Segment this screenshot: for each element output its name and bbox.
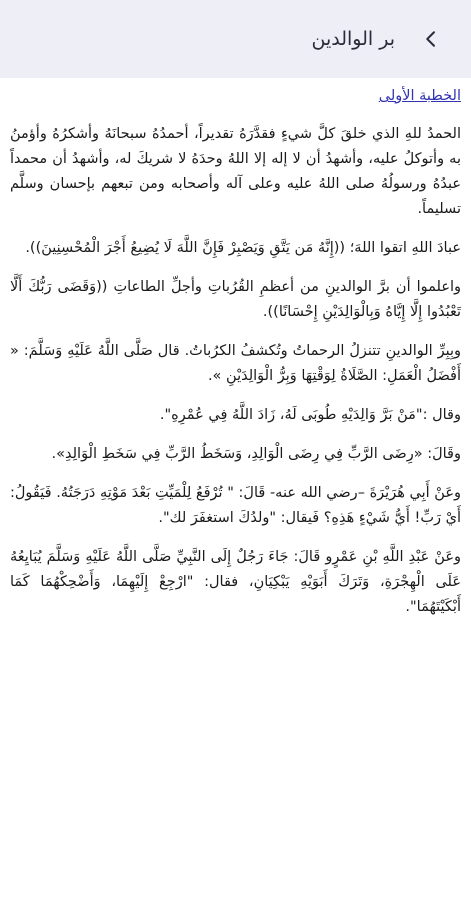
app-header [0, 0, 471, 78]
paragraph: وبِبِرِّ الوالدينِ تتنزلُ الرحماتُ وتُكشفُ الكرُباتُ. قال صَلَّى اللَّهُ عَلَيْهِ وَسَلَّمَ: « أَفْضَلُ الْعَمَلِ: الصَّلَاةُ لِوَقْتِهَا وَبِرُّ الْوَالِدَيْنِ ». [10, 343, 461, 384]
paragraph: وقال :"مَنْ بَرَّ وَالِدَيْهِ طُوبَى لَهُ، زَادَ اللَّهُ فِي عُمْرِهِ". [159, 407, 461, 423]
page-title: بر الوالدين [311, 28, 395, 50]
paragraph: عبادَ اللهِ اتقوا اللهَ؛ ((إِنَّهُ مَن يَتَّقِ وَيَصْبِرْ فَإِنَّ اللَّهَ لَا يُضِيعُ أَجْرَ الْمُحْسِنِينَ)). [25, 240, 461, 256]
paragraph: الحمدُ للهِ الذي خلقَ كلَّ شيءٍ فقدَّرَهُ تقديراً، أحمدُهُ سبحانَهُ وأشكرُهُ وأؤمنُ به وأتوكلُ عليه، وأشهدُ أن لا إله إلا اللهُ وحدَهُ لا شريكَ له، وأشهدُ أن محمداً عبدُهُ ورسولُهُ صلى اللهُ عليه وعلى آله وأصحابه ومن تبعهم بإحسان وسلَّم تسليماً. [10, 126, 461, 217]
section-link-first-sermon[interactable]: الخطبة الأولى [378, 88, 461, 104]
paragraph: واعلموا أن برَّ الوالدينِ من أعظمِ القُرُباتِ وأجلِّ الطاعاتِ ((وَقَضَى رَبُّكَ أَلَّا تَعْبُدُوا إِلَّا إِيَّاهُ وَبِالْوَالِدَيْنِ إِحْسَانًا)). [10, 279, 461, 320]
paragraph: وقَالَ: «رِضَى الرَّبِّ فِي رِضَى الْوَالِدِ، وَسَخَطُ الرَّبِّ فِي سَخَطِ الْوَالِدِ». [51, 446, 461, 462]
back-button[interactable] [419, 27, 443, 51]
chevron-left-icon [422, 30, 440, 48]
article-content [0, 78, 471, 900]
paragraph: وعَنْ عَبْدِ اللَّهِ بْنِ عَمْرٍو قَالَ: جَاءَ رَجُلٌ إِلَى النَّبِيِّ صَلَّى اللَّهُ عَلَيْهِ وَسَلَّمَ يُبَايِعُهُ عَلَى الْهِجْرَةِ، وَتَرَكَ أَبَوَيْهِ يَبْكِيَانِ، فقال: "ارْجِعْ إِلَيْهِمَا، وَأَضْحِكْهُمَا كَمَا أَبْكَيْتَهُمَا". [10, 549, 461, 615]
paragraph: وعَنْ أَبِي هُرَيْرَةَ –رضي الله عنه- قَالَ: " تُرْفَعُ لِلْمَيِّتِ بَعْدَ مَوْتِهِ دَرَجَتُهُ. فَيَقُولُ: أَيْ رَبِّ! أَيُّ شَيْءٍ هَذِهِ؟ فَيقال: "ولدُكَ استغفَرَ لك". [10, 485, 461, 526]
